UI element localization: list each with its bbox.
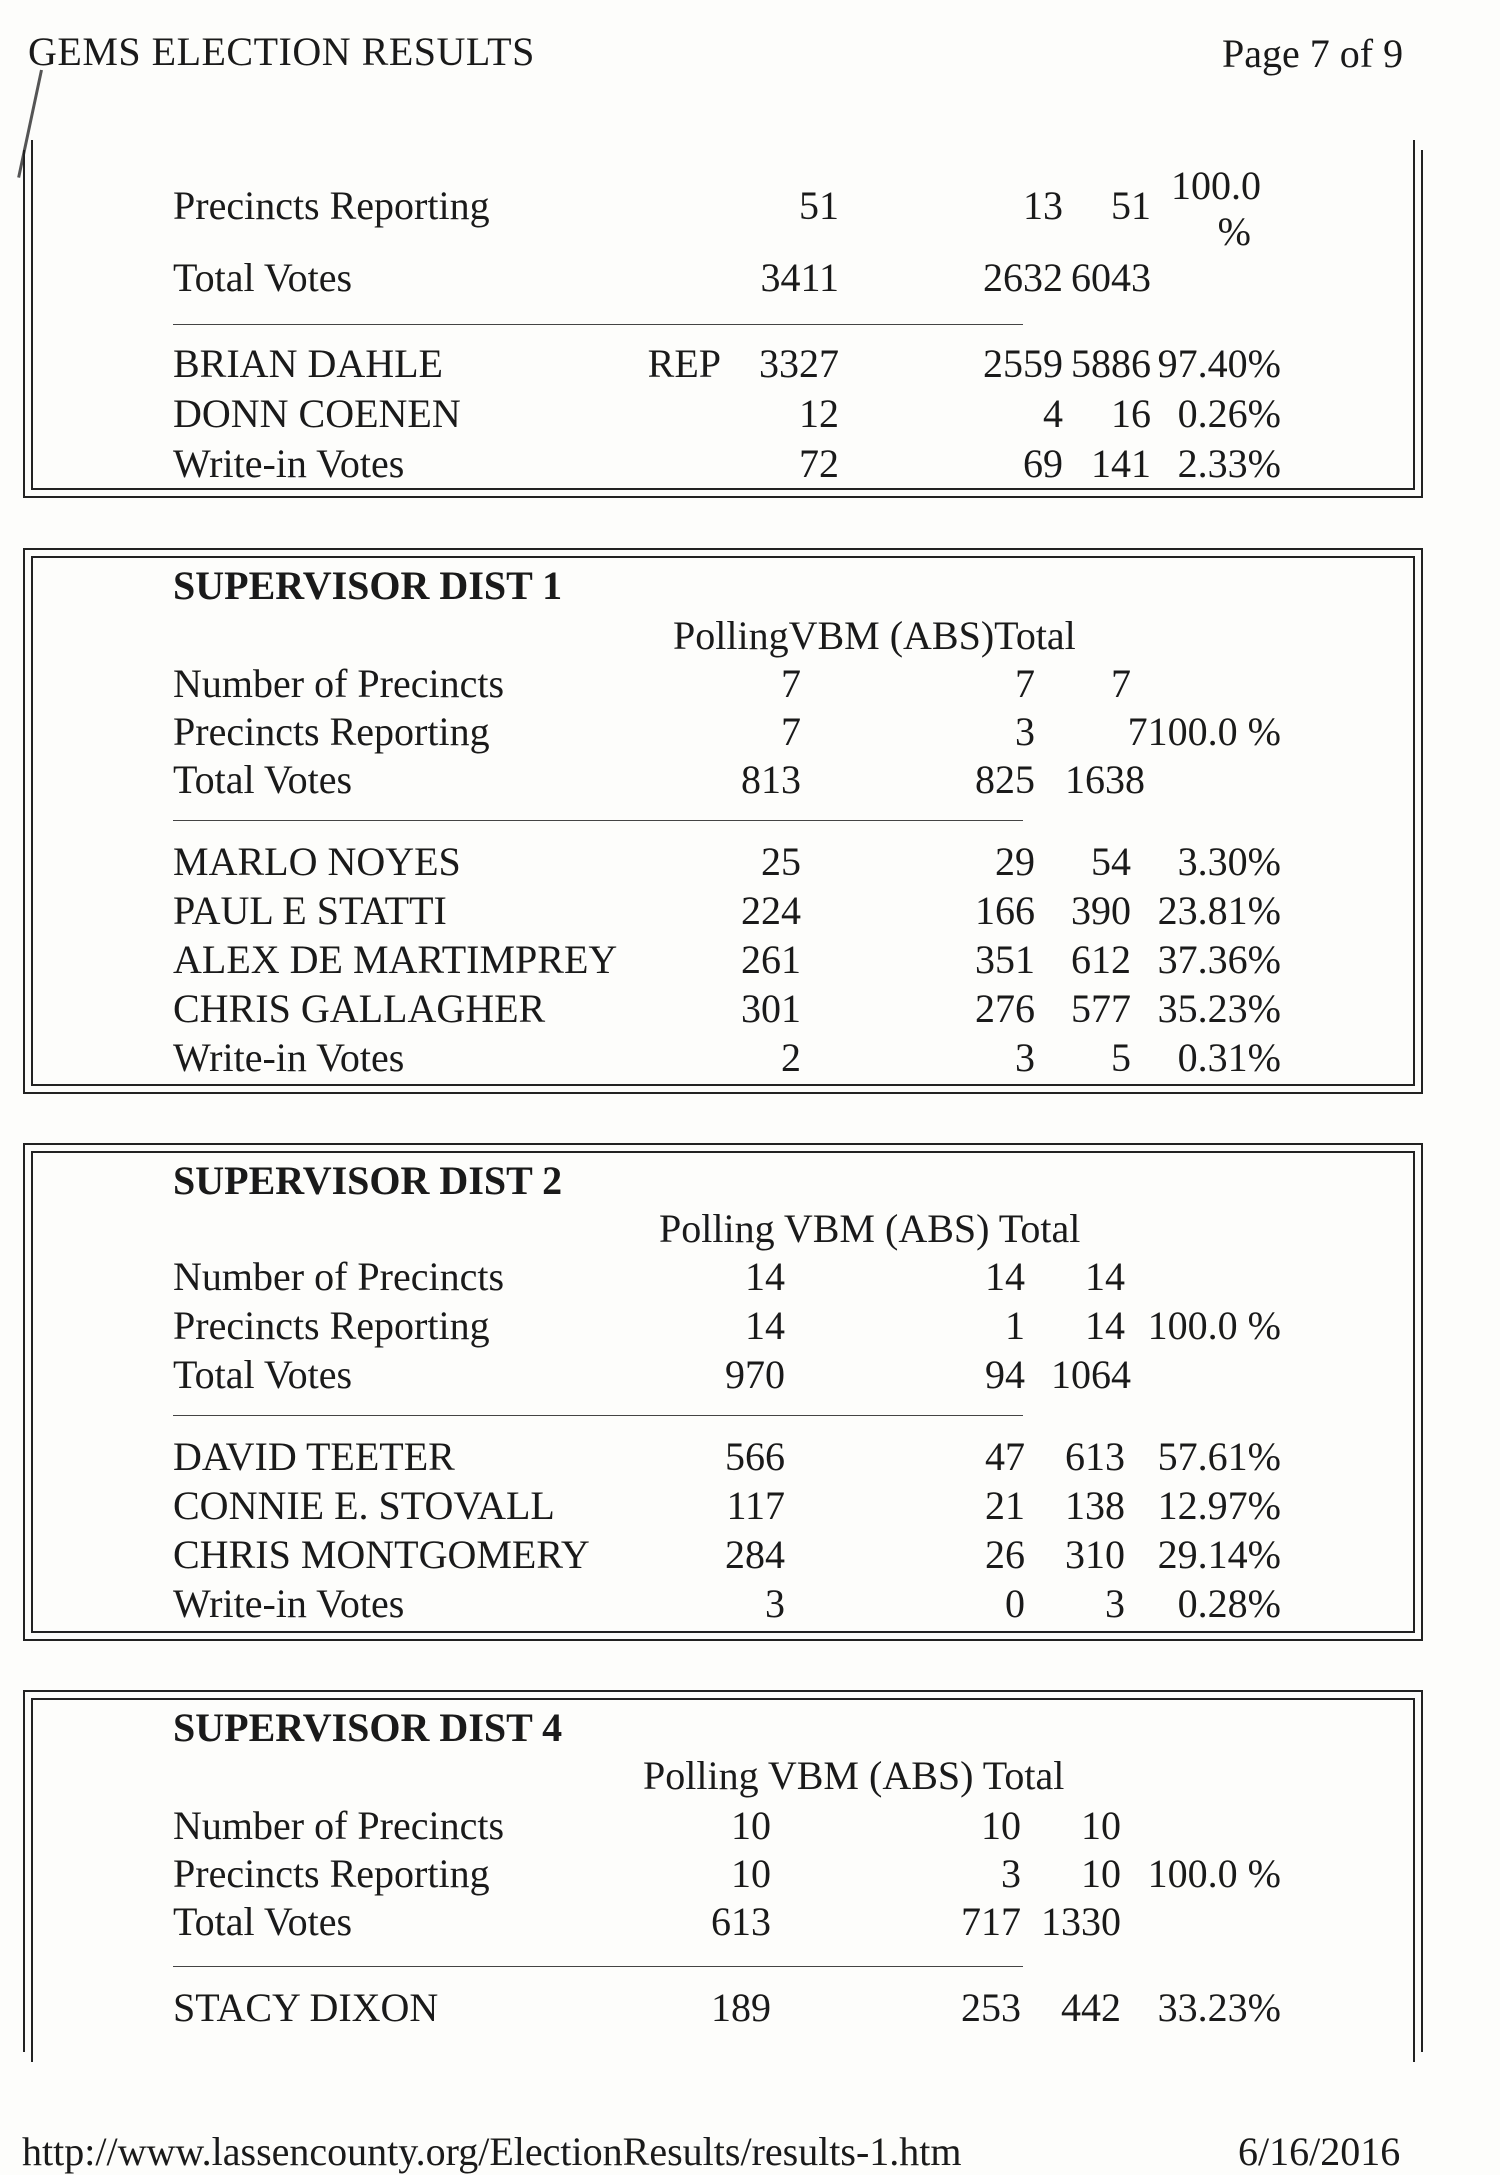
candidate-pct: 3.30% — [1177, 839, 1281, 884]
candidate-polling: 3327 — [759, 341, 839, 386]
candidate-total: 5886 — [1071, 341, 1151, 386]
candidate-name: CHRIS GALLAGHER — [173, 986, 546, 1031]
candidate-total: 5 — [1111, 1035, 1131, 1080]
precincts-reporting-label: Precincts Reporting — [173, 1303, 490, 1348]
candidate-vbm: 4 — [1043, 391, 1063, 436]
candidate-name: ALEX DE MARTIMPREY — [173, 937, 618, 982]
candidate-total: 577 — [1071, 986, 1131, 1031]
candidate-party: REP — [647, 341, 721, 386]
candidate-name: DONN COENEN — [173, 391, 461, 436]
precincts-reporting-pct-sign: % — [1217, 209, 1251, 254]
report-title: GEMS ELECTION RESULTS — [28, 29, 535, 74]
candidate-pct: 0.28% — [1177, 1581, 1281, 1626]
candidate-vbm: 26 — [985, 1532, 1025, 1577]
column-headers: PollingVBM (ABS)Total — [673, 613, 1076, 658]
number-of-precincts-label: Number of Precincts — [173, 1254, 505, 1299]
candidate-name: STACY DIXON — [173, 1985, 439, 2030]
candidate-polling: 224 — [741, 888, 801, 933]
precincts-reporting-label: Precincts Reporting — [173, 1851, 490, 1896]
candidate-name: DAVID TEETER — [173, 1434, 455, 1479]
candidate-total: 442 — [1061, 1985, 1121, 2030]
page-number: Page 7 of 9 — [1222, 31, 1404, 76]
number-of-precincts-vbm: 7 — [1015, 661, 1035, 706]
candidate-total: 16 — [1111, 391, 1151, 436]
contest-dist1-box — [23, 548, 1423, 1094]
total-votes-polling: 613 — [711, 1899, 771, 1944]
precincts-reporting-total: 10 — [1081, 1851, 1121, 1896]
candidate-polling: 2 — [781, 1035, 801, 1080]
contest-title: SUPERVISOR DIST 4 — [173, 1705, 563, 1750]
candidate-total: 613 — [1065, 1434, 1125, 1479]
candidate-pct: 57.61% — [1157, 1434, 1281, 1479]
candidate-vbm: 69 — [1023, 441, 1063, 486]
candidate-polling: 25 — [761, 839, 801, 884]
candidate-vbm: 253 — [961, 1985, 1021, 2030]
candidate-polling: 72 — [799, 441, 839, 486]
candidate-total: 612 — [1071, 937, 1131, 982]
total-votes-total: 1638 — [1065, 757, 1145, 802]
candidate-total: 3 — [1105, 1581, 1125, 1626]
candidate-name: Write-in Votes — [173, 441, 405, 486]
total-votes-label: Total Votes — [173, 1352, 353, 1397]
number-of-precincts-total: 10 — [1081, 1803, 1121, 1848]
total-votes-polling: 3411 — [760, 255, 839, 300]
precincts-reporting-polling: 10 — [731, 1851, 771, 1896]
total-votes-vbm: 94 — [985, 1352, 1025, 1397]
candidate-total: 390 — [1071, 888, 1131, 933]
number-of-precincts-label: Number of Precincts — [173, 661, 505, 706]
candidate-vbm: 166 — [975, 888, 1035, 933]
candidate-pct: 23.81% — [1157, 888, 1281, 933]
total-votes-label: Total Votes — [173, 757, 353, 802]
candidate-pct: 0.31% — [1177, 1035, 1281, 1080]
candidate-total: 310 — [1065, 1532, 1125, 1577]
number-of-precincts-vbm: 10 — [981, 1803, 1021, 1848]
candidate-vbm: 21 — [985, 1483, 1025, 1528]
number-of-precincts-vbm: 14 — [985, 1254, 1025, 1299]
precincts-reporting-label: Precincts Reporting — [173, 709, 490, 754]
total-votes-total: 1330 — [1041, 1899, 1121, 1944]
candidate-polling: 12 — [799, 391, 839, 436]
number-of-precincts-total: 14 — [1085, 1254, 1125, 1299]
precincts-reporting-total-pct: 7100.0 % — [1127, 709, 1281, 754]
total-votes-total: 6043 — [1071, 255, 1151, 300]
separator — [173, 820, 1023, 821]
total-votes-polling: 970 — [725, 1352, 785, 1397]
footer-date: 6/16/2016 — [1238, 2129, 1401, 2174]
number-of-precincts-label: Number of Precincts — [173, 1803, 505, 1848]
column-headers: Polling VBM (ABS) Total — [659, 1206, 1081, 1251]
contest-title: SUPERVISOR DIST 2 — [173, 1158, 563, 1203]
precincts-reporting-vbm: 3 — [1015, 709, 1035, 754]
total-votes-label: Total Votes — [173, 1899, 353, 1944]
total-votes-label: Total Votes — [173, 255, 353, 300]
candidate-vbm: 0 — [1005, 1581, 1025, 1626]
total-votes-polling: 813 — [741, 757, 801, 802]
contest-dist2-box — [23, 1143, 1423, 1641]
separator — [173, 1966, 1023, 1967]
candidate-name: CHRIS MONTGOMERY — [173, 1532, 590, 1577]
candidate-vbm: 276 — [975, 986, 1035, 1031]
candidate-total: 141 — [1091, 441, 1151, 486]
candidate-polling: 261 — [741, 937, 801, 982]
candidate-polling: 117 — [726, 1483, 785, 1528]
candidate-pct: 37.36% — [1157, 937, 1281, 982]
candidate-vbm: 47 — [985, 1434, 1025, 1479]
candidate-vbm: 29 — [995, 839, 1035, 884]
footer-url: http://www.lassencounty.org/ElectionResults/results-1.htm — [22, 2129, 962, 2174]
precincts-reporting-vbm: 3 — [1001, 1851, 1021, 1896]
total-votes-vbm: 717 — [961, 1899, 1021, 1944]
candidate-name: CONNIE E. STOVALL — [173, 1483, 555, 1528]
precincts-reporting-pct: 100.0 — [1171, 163, 1261, 208]
contest-top-box — [23, 150, 1423, 498]
candidate-pct: 97.40% — [1157, 341, 1281, 386]
candidate-total: 54 — [1091, 839, 1131, 884]
total-votes-vbm: 825 — [975, 757, 1035, 802]
precincts-reporting-vbm: 1 — [1005, 1303, 1025, 1348]
number-of-precincts-polling: 10 — [731, 1803, 771, 1848]
precincts-reporting-total: 14 — [1085, 1303, 1125, 1348]
contest-title: SUPERVISOR DIST 1 — [173, 563, 563, 608]
candidate-vbm: 351 — [975, 937, 1035, 982]
candidate-polling: 3 — [765, 1581, 785, 1626]
candidate-polling: 301 — [741, 986, 801, 1031]
candidate-name: Write-in Votes — [173, 1035, 405, 1080]
precincts-reporting-vbm: 13 — [1023, 183, 1063, 228]
number-of-precincts-polling: 7 — [781, 661, 801, 706]
candidate-vbm: 3 — [1015, 1035, 1035, 1080]
precincts-reporting-pct: 100.0 % — [1147, 1303, 1281, 1348]
candidate-pct: 29.14% — [1157, 1532, 1281, 1577]
candidate-total: 138 — [1065, 1483, 1125, 1528]
candidate-name: MARLO NOYES — [173, 839, 461, 884]
precincts-reporting-label: Precincts Reporting — [173, 183, 490, 228]
candidate-pct: 2.33% — [1177, 441, 1281, 486]
total-votes-vbm: 2632 — [983, 255, 1063, 300]
separator — [173, 1415, 1023, 1416]
total-votes-total: 1064 — [1051, 1352, 1131, 1397]
candidate-name: Write-in Votes — [173, 1581, 405, 1626]
precincts-reporting-polling: 51 — [799, 183, 839, 228]
separator — [173, 324, 1023, 325]
precincts-reporting-polling: 7 — [781, 709, 801, 754]
precincts-reporting-polling: 14 — [745, 1303, 785, 1348]
candidate-pct: 12.97% — [1157, 1483, 1281, 1528]
candidate-polling: 566 — [725, 1434, 785, 1479]
precincts-reporting-total: 51 — [1111, 183, 1151, 228]
candidate-polling: 284 — [725, 1532, 785, 1577]
number-of-precincts-total: 7 — [1111, 661, 1131, 706]
candidate-polling: 189 — [711, 1985, 771, 2030]
number-of-precincts-polling: 14 — [745, 1254, 785, 1299]
precincts-reporting-pct: 100.0 % — [1147, 1851, 1281, 1896]
contest-dist4-box — [23, 1690, 1423, 2052]
candidate-vbm: 2559 — [983, 341, 1063, 386]
candidate-pct: 35.23% — [1157, 986, 1281, 1031]
candidate-name: PAUL E STATTI — [173, 888, 447, 933]
candidate-name: BRIAN DAHLE — [173, 341, 443, 386]
candidate-pct: 33.23% — [1157, 1985, 1281, 2030]
candidate-pct: 0.26% — [1177, 391, 1281, 436]
column-headers: Polling VBM (ABS) Total — [643, 1753, 1065, 1798]
